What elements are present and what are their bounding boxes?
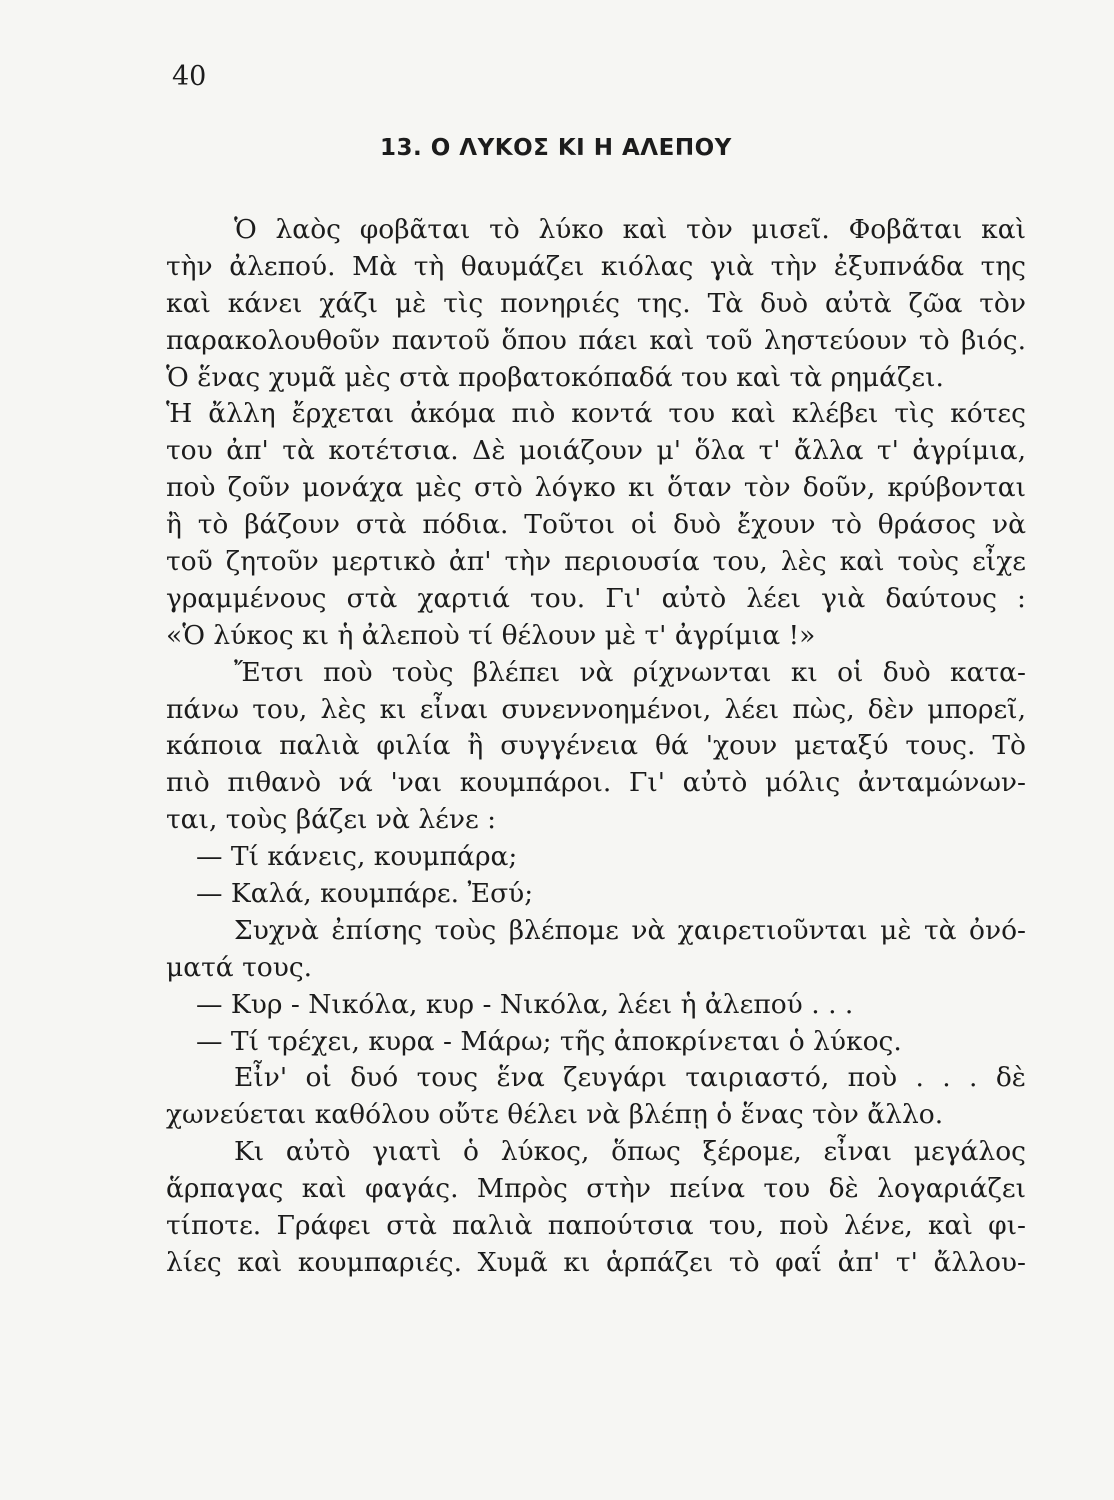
text-line: ματά τους.	[166, 951, 313, 983]
text-line: Ὁ ἕνας χυμᾶ μὲς στὰ προβατοκόπαδά του καὶ τὰ ρημάζει.	[166, 361, 944, 393]
text-line: ποὺ ζοῦν μονάχα μὲς στὸ λόγκο κι ὅταν τὸν δοῦν, κρύβονται	[166, 472, 1026, 504]
text-line: γραμμένους στὰ χαρτιά του. Γι' αὐτὸ λέει γιὰ δαύτους :	[166, 582, 1026, 614]
text-line: πάνω του, λὲς κι εἶναι συνεννοημένοι, λέει πὼς, δὲν μπορεῖ,	[166, 693, 1026, 725]
text-line: καὶ κάνει χάζι μὲ τὶς πονηριές της. Τὰ δυὸ αὐτὰ ζῶα τὸν	[166, 287, 1026, 319]
page-number: 40	[172, 61, 207, 92]
text-line: χωνεύεται καθόλου οὔτε θέλει νὰ βλέπῃ ὁ ἕνας τὸν ἄλλο.	[166, 1099, 944, 1131]
text-line: Ἔτσι ποὺ τοὺς βλέπει νὰ ρίχνωνται κι οἱ δυὸ κατα-	[234, 656, 1026, 688]
dialogue-line: — Κυρ - Νικόλα, κυρ - Νικόλα, λέει ἡ ἀλεπού . . .	[196, 988, 854, 1020]
text-line: ἅρπαγας καὶ φαγάς. Μπρὸς στὴν πείνα του δὲ λογαριάζει	[166, 1173, 1026, 1205]
chapter-title: 13. Ο ΛΥΚΟΣ ΚΙ Η ΑΛΕΠΟΥ	[380, 135, 732, 161]
text-line: ται, τοὺς βάζει νὰ λένε :	[166, 804, 497, 836]
text-line: τὴν ἀλεπού. Μὰ τὴ θαυμάζει κιόλας γιὰ τὴν ἐξυπνάδα της	[166, 250, 1026, 282]
body-text	[166, 212, 1026, 1282]
text-line: Εἶν' οἱ δυό τους ἕνα ζευγάρι ταιριαστό, ποὺ . . . δὲ	[234, 1062, 1026, 1094]
text-line: Κι αὐτὸ γιατὶ ὁ λύκος, ὅπως ξέρομε, εἶναι μεγάλος	[234, 1136, 1026, 1168]
text-line: Ἡ ἄλλη ἔρχεται ἀκόμα πιὸ κοντά του καὶ κλέβει τὶς κότες	[166, 398, 1026, 430]
text-line: τίποτε. Γράφει στὰ παλιὰ παπούτσια του, ποὺ λένε, καὶ φι-	[166, 1210, 1026, 1242]
text-line: «Ὁ λύκος κι ἡ ἀλεποὺ τί θέλουν μὲ τ' ἀγρίμια !»	[166, 619, 816, 651]
text-line: πιὸ πιθανὸ νά 'ναι κουμπάροι. Γι' αὐτὸ μόλις ἀνταμώνων-	[166, 767, 1026, 799]
text-line: κάποια παλιὰ φιλία ἢ συγγένεια θά 'χουν μεταξύ τους. Τὸ	[166, 730, 1026, 762]
text-line: ἢ τὸ βάζουν στὰ πόδια. Τοῦτοι οἱ δυὸ ἔχουν τὸ θράσος νὰ	[166, 509, 1026, 541]
text-line: παρακολουθοῦν παντοῦ ὅπου πάει καὶ τοῦ ληστεύουν τὸ βιός.	[166, 324, 1026, 356]
text-line: Συχνὰ ἐπίσης τοὺς βλέπομε νὰ χαιρετιοῦνται μὲ τὰ ὀνό-	[234, 914, 1026, 946]
text-line: λίες καὶ κουμπαριές. Χυμᾶ κι ἁρπάζει τὸ φαΐ ἀπ' τ' ἄλλου-	[166, 1246, 1026, 1278]
dialogue-line: — Τί τρέχει, κυρα - Μάρω; τῆς ἀποκρίνεται ὁ λύκος.	[196, 1025, 902, 1057]
text-line: τοῦ ζητοῦν μερτικὸ ἀπ' τὴν περιουσία του, λὲς καὶ τοὺς εἶχε	[166, 546, 1026, 578]
text-line: Ὁ λαὸς φοβᾶται τὸ λύκο καὶ τὸν μισεῖ. Φοβᾶται καὶ	[234, 214, 1026, 245]
dialogue-line: — Τί κάνεις, κουμπάρα;	[196, 841, 518, 873]
text-line: του ἀπ' τὰ κοτέτσια. Δὲ μοιάζουν μ' ὅλα τ' ἄλλα τ' ἀγρίμια,	[166, 435, 1026, 467]
dialogue-line: — Καλά, κουμπάρε. Ἐσύ;	[196, 878, 534, 910]
